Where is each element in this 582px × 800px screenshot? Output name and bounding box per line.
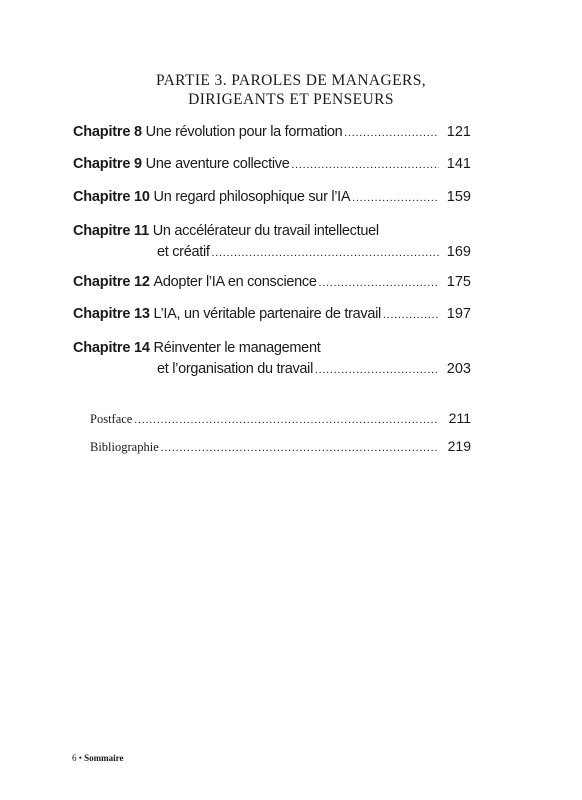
back-matter-title: Postface [90,412,133,426]
chapter-label: Chapitre 14 [73,340,150,356]
dot-leader [212,244,439,263]
toc-entry-bibliographie [90,437,471,457]
page-number: 169 [446,244,471,260]
back-matter-title: Bibliographie [90,440,159,454]
chapter-label: Chapitre 12 [73,274,150,290]
dot-leader [134,411,439,429]
toc-entry-postface [90,409,471,429]
chapter-title: Une aventure collective [145,156,290,172]
dot-leader [315,361,439,380]
part-heading-line-1: PARTIE 3. PAROLES DE MANAGERS, [155,72,427,89]
page-number: 197 [446,306,471,322]
footer-separator: • [78,753,82,763]
dot-leader [383,306,439,325]
page-number: 159 [446,189,471,205]
toc-entry-chapter-14 [73,339,471,380]
page-number: 121 [446,124,471,140]
dot-leader [352,189,439,208]
chapter-label: Chapitre 8 [73,124,142,140]
footer-section-label: Sommaire [84,753,124,763]
page-number: 219 [447,438,471,454]
chapter-title: Adopter l’IA en conscience [153,274,317,290]
toc-entry-chapter-10 [73,188,471,208]
dot-leader [292,156,440,175]
dot-leader [319,274,439,293]
toc-entry-chapter-11 [73,222,471,263]
chapter-label: Chapitre 13 [73,306,150,322]
chapter-title: Réinventer le management [153,340,321,356]
chapter-label: Chapitre 9 [73,156,142,172]
part-heading [0,71,582,109]
toc-entry-chapter-8 [73,123,471,143]
footer-page-number: 6 [72,753,77,763]
chapter-title-continued: et l’organisation du travail [157,361,314,377]
dot-leader [161,439,439,457]
toc-entry-chapter-9 [73,155,471,175]
chapter-title: Une révolution pour la formation [145,124,343,140]
chapter-title-continued: et créatif [157,244,210,260]
page-number: 203 [446,361,471,377]
toc-entry-chapter-13 [73,305,471,325]
chapter-title: Un regard philosophique sur l’IA [153,189,351,205]
chapter-label: Chapitre 11 [73,223,149,239]
page-number: 211 [448,410,471,426]
page-number: 141 [446,156,471,172]
chapter-label: Chapitre 10 [73,189,150,205]
page-footer [72,753,123,763]
chapter-title: Un accélérateur du travail intellectuel [152,223,379,239]
part-heading-line-2: DIRIGEANTS ET PENSEURS [188,91,394,108]
page-number: 175 [446,274,471,290]
toc-entry-chapter-12 [73,273,471,293]
chapter-title: L’IA, un véritable partenaire de travail [153,306,381,322]
dot-leader [344,124,439,143]
